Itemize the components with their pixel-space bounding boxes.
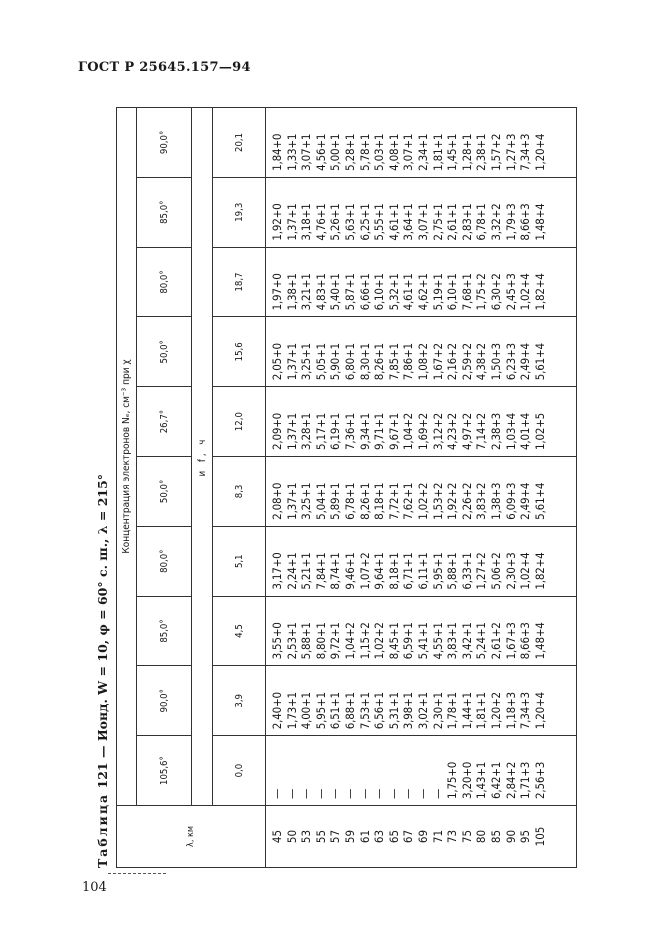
cell-value: 2,56+3 [532,761,547,799]
header-angle: 26,7° [137,387,192,457]
cell-value: 3,07+1 [415,203,430,241]
cell-value: 7,72+1 [386,482,401,520]
cell-value: 8,18+1 [386,552,401,590]
cell-value: 6,19+1 [328,412,343,451]
cell-value: 1,02+2 [415,482,430,520]
cell-value: 6,56+1 [372,692,387,730]
cell-value: 5,32+1 [386,273,401,311]
cell-value: 5,61+4 [532,482,547,520]
header-hf-value: 5,1 [213,526,266,596]
cell-value: 3,83+1 [445,622,460,660]
lambda-value: 71 [430,829,445,844]
cell-value: 8,45+1 [386,622,401,660]
cell-value: 7,53+1 [357,692,372,730]
header-hf [192,108,213,806]
cell-value: 5,05+1 [313,343,328,381]
cell-value: 2,61+2 [488,622,503,660]
cell-value: 1,45+1 [445,133,460,171]
header-hf-value: 8,3 [213,457,266,527]
cell-value: 5,19+1 [430,273,445,311]
cell-value: 6,33+1 [459,552,474,590]
cell-value: 8,30+1 [357,343,372,381]
cell-value: 3,28+1 [299,412,314,451]
header-angle: 50,0° [137,317,192,387]
cell-value: 2,75+1 [430,203,445,241]
table-caption-prefix: Таблица [95,792,110,868]
cell-value: 5,87+1 [342,273,357,311]
cell-value: 6,66+1 [357,273,372,311]
cell-value: 5,04+1 [313,482,328,520]
cell-value: 2,26+2 [459,482,474,520]
cell-value: 3,21+1 [299,273,314,311]
lambda-column [266,806,577,868]
header-angle: 85,0° [137,177,192,247]
lambda-value: 73 [445,829,460,844]
lambda-value: 55 [313,829,328,844]
cell-value: 1,71+3 [518,761,533,799]
header-angle: 80,0° [137,526,192,596]
header-hf-value: 12,0 [213,387,266,457]
cell-value: 9,34+1 [357,412,372,451]
cell-value: 1,04+2 [342,622,357,660]
cell-value: 9,67+1 [386,412,401,451]
cell-value: 1,02+5 [532,412,547,451]
cell-value: 2,53+1 [284,622,299,660]
cell-value: 1,92+2 [445,482,460,520]
cell-value: 4,61+1 [401,273,416,311]
lambda-value: 90 [503,829,518,844]
cell-value: 4,38+2 [474,343,489,381]
lambda-value: 50 [284,829,299,844]
cell-value: 1,18+3 [503,692,518,730]
lambda-value: 69 [415,829,430,844]
cell-value: 4,23+2 [445,412,460,451]
table-caption [92,108,114,868]
cell-value: 1,08+2 [415,343,430,381]
standard-header: ГОСТ Р 25645.157—94 [78,60,251,75]
cell-value: 2,83+1 [459,203,474,241]
cell-value: 5,21+1 [299,552,314,590]
header-hf-value: 20,1 [213,108,266,178]
cell-value: 3,64+1 [401,203,416,241]
cell-value: 5,41+1 [415,622,430,660]
cell-value: 2,30+3 [503,552,518,590]
cell-value: 1,44+1 [459,692,474,730]
cell-value: 2,24+1 [284,552,299,590]
cell-value: 1,20+4 [532,692,547,730]
cell-value: 5,03+1 [372,133,387,171]
cell-value: 4,00+1 [299,692,314,730]
lambda-value: 67 [401,829,416,844]
cell-value: 2,05+0 [270,343,284,381]
cell-value: — [313,788,328,799]
cell-value: 1,27+2 [474,552,489,590]
cell-value: 1,48+4 [532,203,547,241]
value-column [266,247,577,317]
cell-value: 8,80+1 [313,622,328,660]
page-number: 104 [82,880,107,895]
cell-value: 1,15+2 [357,622,372,660]
cell-value: 2,49+4 [518,482,533,520]
cell-value: 5,24+1 [474,622,489,660]
cell-value: 1,02+2 [372,622,387,660]
value-column [266,387,577,457]
cell-value: 7,62+1 [401,482,416,520]
cell-value: 8,74+1 [328,552,343,590]
cell-value: 1,37+1 [284,203,299,241]
cell-value: 4,76+1 [313,203,328,241]
cell-value: 2,16+2 [445,343,460,381]
cell-value: 8,66+3 [518,203,533,241]
cell-value: 3,02+1 [415,692,430,730]
table-caption-text: 121 — Ионд. W = 10, φ = 60° с. ш., λ = 215° [95,473,110,789]
cell-value: — [357,788,372,799]
value-column [266,736,577,806]
cell-value: 1,38+3 [488,482,503,520]
header-angle: 50,0° [137,457,192,527]
cell-value: 1,37+1 [284,343,299,381]
cell-value: 1,69+2 [415,412,430,451]
cell-value: 1,78+1 [445,692,460,730]
cell-value: — [328,788,343,799]
value-column [266,108,577,178]
cell-value: 6,42+1 [488,761,503,799]
cell-value: 6,09+3 [503,482,518,520]
cell-value: 9,71+1 [372,412,387,451]
cell-value: 5,78+1 [357,133,372,171]
cell-value: 7,68+1 [459,273,474,311]
header-concentration: Концентрация электронов Nₑ, см⁻³ при χ [117,108,137,806]
cell-value: 3,07+1 [299,133,314,171]
cell-value: 1,28+1 [459,133,474,171]
cell-value: 1,97+0 [270,273,284,311]
cell-value: 4,62+1 [415,273,430,311]
cell-value: 2,59+2 [459,343,474,381]
cell-value: — [401,788,416,799]
cell-value: 5,61+4 [532,343,547,381]
cell-value: 2,61+1 [445,203,460,241]
header-hf-value: 18,7 [213,247,266,317]
cell-value: 7,34+3 [518,692,533,730]
value-column [266,457,577,527]
cell-value: 2,34+1 [415,133,430,171]
cell-value: 4,55+1 [430,622,445,660]
cell-value: 7,84+1 [313,552,328,590]
cell-value: 2,84+2 [503,761,518,799]
lambda-value: 45 [270,829,284,844]
header-angle: 85,0° [137,596,192,666]
lambda-value: 53 [299,829,314,844]
cell-value: 1,48+4 [532,622,547,660]
cell-value: 1,81+1 [474,692,489,730]
value-column [266,596,577,666]
cell-value: 1,38+1 [284,273,299,311]
cell-value: 1,07+2 [357,552,372,590]
header-hf-value: 0,0 [213,736,266,806]
header-hf-value: 3,9 [213,666,266,736]
cell-value: — [386,788,401,799]
cell-value: 5,55+1 [372,203,387,241]
cell-value: 8,26+1 [357,482,372,520]
cell-value: 1,02+4 [518,552,533,590]
value-column [266,526,577,596]
cell-value: 6,30+2 [488,273,503,311]
cell-value: 4,56+1 [313,133,328,171]
cell-value: 1,04+2 [401,412,416,451]
lambda-value: 80 [474,829,489,844]
lambda-value: 105 [532,826,547,847]
cell-value: 6,10+1 [372,273,387,311]
cell-value: 8,18+1 [372,482,387,520]
cell-value: 5,40+1 [328,273,343,311]
header-lambda: λ, км [117,806,266,868]
cell-value: 3,07+1 [401,133,416,171]
cell-value: 8,66+3 [518,622,533,660]
cell-value: 5,95+1 [313,692,328,730]
cell-value: 7,86+1 [401,343,416,381]
cell-value: 2,09+0 [270,412,284,451]
cell-value: 4,08+1 [386,133,401,171]
cell-value: 6,78+1 [474,203,489,241]
cell-value: 6,80+1 [342,343,357,381]
lambda-value: 61 [357,829,372,844]
cell-value: 5,06+2 [488,552,503,590]
header-angle: 80,0° [137,247,192,317]
cell-value: 6,88+1 [342,692,357,730]
cell-value: 4,01+4 [518,412,533,451]
header-hf-label: и f, ч [196,436,208,477]
cell-value: — [299,788,314,799]
header-hf-value: 19,3 [213,177,266,247]
cell-value: 6,23+3 [503,343,518,381]
cell-value: 6,71+1 [401,552,416,590]
cell-value: 1,73+1 [284,692,299,730]
cell-value: 1,67+2 [430,343,445,381]
cell-value: 5,88+1 [445,552,460,590]
header-hf-value: 15,6 [213,317,266,387]
lambda-value: 63 [372,829,387,844]
cell-value: 1,20+2 [488,692,503,730]
cell-value: 1,37+1 [284,482,299,520]
cell-value: 1,02+4 [518,273,533,311]
header-angle: 90,0° [137,666,192,736]
cell-value: 1,82+4 [532,273,547,311]
cell-value: 5,28+1 [342,133,357,171]
cell-value: 3,42+1 [459,622,474,660]
cell-value: — [342,788,357,799]
cell-value: 7,36+1 [342,412,357,451]
cell-value: 6,25+1 [357,203,372,241]
cell-value: 2,30+1 [430,692,445,730]
cell-value: 3,83+2 [474,482,489,520]
cell-value: 1,82+4 [532,552,547,590]
cell-value: 1,27+3 [503,133,518,171]
cell-value: 1,43+1 [474,761,489,799]
cell-value: 1,20+4 [532,133,547,171]
cell-value: 3,18+1 [299,203,314,241]
cell-value: 7,85+1 [386,343,401,381]
value-column [266,666,577,736]
cell-value: 5,00+1 [328,133,343,171]
cell-value: 2,49+4 [518,343,533,381]
cell-value: 1,92+0 [270,203,284,241]
cell-value: — [284,788,299,799]
cell-value: — [270,788,284,799]
electron-concentration-table [116,107,577,868]
header-angle: 105,6° [137,736,192,806]
cell-value: 2,08+0 [270,482,284,520]
cell-value: — [430,788,445,799]
cell-value: 4,61+1 [386,203,401,241]
cell-value: 6,10+1 [445,273,460,311]
cell-value: 9,46+1 [342,552,357,590]
cell-value: 2,38+3 [488,412,503,451]
cell-value: 1,03+4 [503,412,518,451]
cell-value: — [372,788,387,799]
cell-value: 9,72+1 [328,622,343,660]
cell-value: 1,33+1 [284,133,299,171]
table-row [266,108,577,868]
cell-value: 1,53+2 [430,482,445,520]
cell-value: 1,67+3 [503,622,518,660]
cell-value: 2,40+0 [270,692,284,730]
cell-value: 4,83+1 [313,273,328,311]
lambda-value: 59 [342,829,357,844]
cell-value: 7,34+3 [518,133,533,171]
footer-rule [108,873,166,874]
header-angle: 90,0° [137,108,192,178]
cell-value: 3,17+0 [270,552,284,590]
cell-value: 2,38+1 [474,133,489,171]
lambda-value: 85 [488,829,503,844]
lambda-value: 75 [459,829,474,844]
cell-value: 2,45+3 [503,273,518,311]
cell-value: 3,25+1 [299,343,314,381]
cell-value: 6,78+1 [342,482,357,520]
cell-value: 3,12+2 [430,412,445,451]
cell-value: 3,32+2 [488,203,503,241]
cell-value: 3,98+1 [401,692,416,730]
cell-value: 5,31+1 [386,692,401,730]
cell-value: 5,88+1 [299,622,314,660]
cell-value: 1,75+2 [474,273,489,311]
cell-value: 6,11+1 [415,552,430,590]
cell-value: 9,64+1 [372,552,387,590]
lambda-value: 95 [518,829,533,844]
lambda-value: 57 [328,829,343,844]
cell-value: 1,50+3 [488,343,503,381]
rotated-table-block [92,108,547,868]
cell-value: 3,25+1 [299,482,314,520]
value-column [266,317,577,387]
cell-value: 5,17+1 [313,412,328,451]
cell-value: 5,63+1 [342,203,357,241]
cell-value: 5,26+1 [328,203,343,241]
header-hf-values-row [213,108,266,868]
header-angle-row [137,108,192,868]
cell-value: — [415,788,430,799]
header-hf-value: 4,5 [213,596,266,666]
cell-value: 1,84+0 [270,133,284,171]
cell-value: 1,37+1 [284,412,299,451]
cell-value: 5,89+1 [328,482,343,520]
cell-value: 1,75+0 [445,761,460,799]
value-column [266,177,577,247]
cell-value: 1,79+3 [503,203,518,241]
cell-value: 5,90+1 [328,343,343,381]
cell-value: 6,51+1 [328,692,343,730]
cell-value: 1,81+1 [430,133,445,171]
cell-value: 3,20+0 [459,761,474,799]
cell-value: 4,97+2 [459,412,474,451]
cell-value: 8,26+1 [372,343,387,381]
cell-value: 7,14+2 [474,412,489,451]
cell-value: 1,57+2 [488,133,503,171]
cell-value: 5,95+1 [430,552,445,590]
cell-value: 6,59+1 [401,622,416,660]
lambda-value: 65 [386,829,401,844]
cell-value: 3,55+0 [270,622,284,660]
